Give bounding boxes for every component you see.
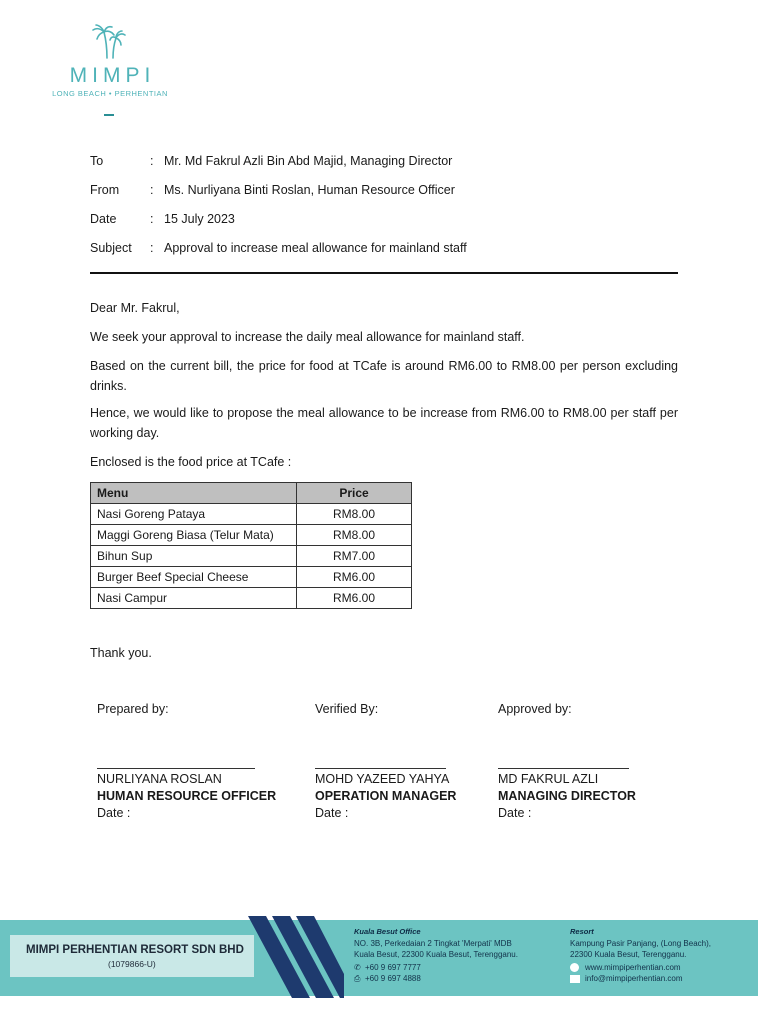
- verified-by-label: Verified By:: [315, 702, 379, 716]
- table-row: [91, 567, 412, 588]
- approved-by-name: MD FAKRUL AZLI: [498, 772, 599, 786]
- table-row: [91, 525, 412, 546]
- menu-cell: Nasi Goreng Pataya: [91, 504, 297, 525]
- menu-cell: Maggi Goreng Biasa (Telur Mata): [91, 525, 297, 546]
- signature-line-verified: [315, 768, 446, 769]
- paragraph-3: Hence, we would like to propose the meal allowance to be increase from RM6.00 to RM8.00 per staff per working day.: [90, 406, 678, 440]
- prepared-by-label: Prepared by:: [97, 702, 169, 716]
- verified-by-name: MOHD YAZEED YAHYA: [315, 772, 450, 786]
- subject-label: Subject: [90, 241, 132, 255]
- palm-tree-icon: [90, 24, 130, 60]
- logo-divider: [104, 114, 114, 116]
- email-link[interactable]: info@mimpiperhentian.com: [585, 974, 683, 983]
- menu-column-header: Menu: [91, 483, 297, 504]
- paragraph-1: We seek your approval to increase the daily meal allowance for mainland staff.: [90, 330, 525, 344]
- greeting: Dear Mr. Fakrul,: [90, 301, 180, 315]
- footer-stripes-graphic: [244, 914, 344, 998]
- date-label: Date: [90, 212, 117, 226]
- price-cell: RM8.00: [297, 525, 412, 546]
- header-divider: [90, 272, 678, 274]
- from-label: From: [90, 183, 120, 197]
- verified-by-title: OPERATION MANAGER: [315, 789, 457, 803]
- signature-line-prepared: [97, 768, 255, 769]
- website-link[interactable]: www.mimpiperhentian.com: [585, 963, 681, 972]
- menu-cell: Nasi Campur: [91, 588, 297, 609]
- verified-by-date: Date :: [315, 806, 349, 820]
- from-colon: :: [150, 183, 154, 197]
- food-price-table: [90, 482, 412, 609]
- to-value: Mr. Md Fakrul Azli Bin Abd Majid, Managing Director: [164, 154, 453, 168]
- to-colon: :: [150, 154, 154, 168]
- date-value: 15 July 2023: [164, 212, 235, 226]
- resort-heading: Resort: [570, 927, 594, 936]
- price-cell: RM8.00: [297, 504, 412, 525]
- closing: Thank you.: [90, 646, 152, 660]
- footer-company-panel: [10, 935, 254, 977]
- approved-by-title: MANAGING DIRECTOR: [498, 789, 636, 803]
- office-heading: Kuala Besut Office: [354, 927, 421, 936]
- prepared-by-date: Date :: [97, 806, 131, 820]
- paragraph-2: Based on the current bill, the price for food at TCafe is around RM6.00 to RM8.00 per person excluding drinks.: [90, 359, 678, 393]
- menu-cell: Burger Beef Special Cheese: [91, 567, 297, 588]
- table-row: [91, 504, 412, 525]
- price-column-header: Price: [297, 483, 412, 504]
- subject-colon: :: [150, 241, 154, 255]
- to-label: To: [90, 154, 104, 168]
- approved-by-label: Approved by:: [498, 702, 572, 716]
- price-cell: RM6.00: [297, 588, 412, 609]
- logo-tagline: LONG BEACH • PERHENTIAN: [52, 89, 168, 98]
- from-value: Ms. Nurliyana Binti Roslan, Human Resource Officer: [164, 183, 455, 197]
- menu-cell: Bihun Sup: [91, 546, 297, 567]
- price-cell: RM6.00: [297, 567, 412, 588]
- office-address-line-2: Kuala Besut, 22300 Kuala Besut, Terengganu.: [354, 950, 518, 959]
- paragraph-4: Enclosed is the food price at TCafe :: [90, 455, 292, 469]
- office-address-line-1: NO. 3B, Perkedaian 2 Tingkat 'Merpati' MDB: [354, 939, 512, 948]
- table-header-row: [91, 483, 412, 504]
- phone-icon: ✆: [354, 963, 361, 972]
- price-cell: RM7.00: [297, 546, 412, 567]
- office-fax: +60 9 697 4888: [365, 974, 421, 983]
- logo-wordmark: MIMPI: [69, 64, 156, 87]
- email-icon: [570, 975, 580, 983]
- resort-address-line-1: Kampung Pasir Panjang, (Long Beach),: [570, 939, 711, 948]
- fax-icon: ⎙: [354, 974, 361, 983]
- signature-line-approved: [498, 768, 629, 769]
- table-row: [91, 588, 412, 609]
- globe-icon: [570, 963, 579, 972]
- subject-value: Approval to increase meal allowance for mainland staff: [164, 241, 467, 255]
- prepared-by-name: NURLIYANA ROSLAN: [97, 772, 222, 786]
- resort-address-line-2: 22300 Kuala Besut, Terengganu.: [570, 950, 687, 959]
- approved-by-date: Date :: [498, 806, 532, 820]
- office-phone: +60 9 697 7777: [365, 963, 421, 972]
- date-colon: :: [150, 212, 154, 226]
- company-name: MIMPI PERHENTIAN RESORT SDN BHD: [26, 944, 244, 956]
- table-row: [91, 546, 412, 567]
- company-registration: (1079866-U): [108, 959, 156, 969]
- company-logo: [52, 24, 168, 98]
- prepared-by-title: HUMAN RESOURCE OFFICER: [97, 789, 277, 803]
